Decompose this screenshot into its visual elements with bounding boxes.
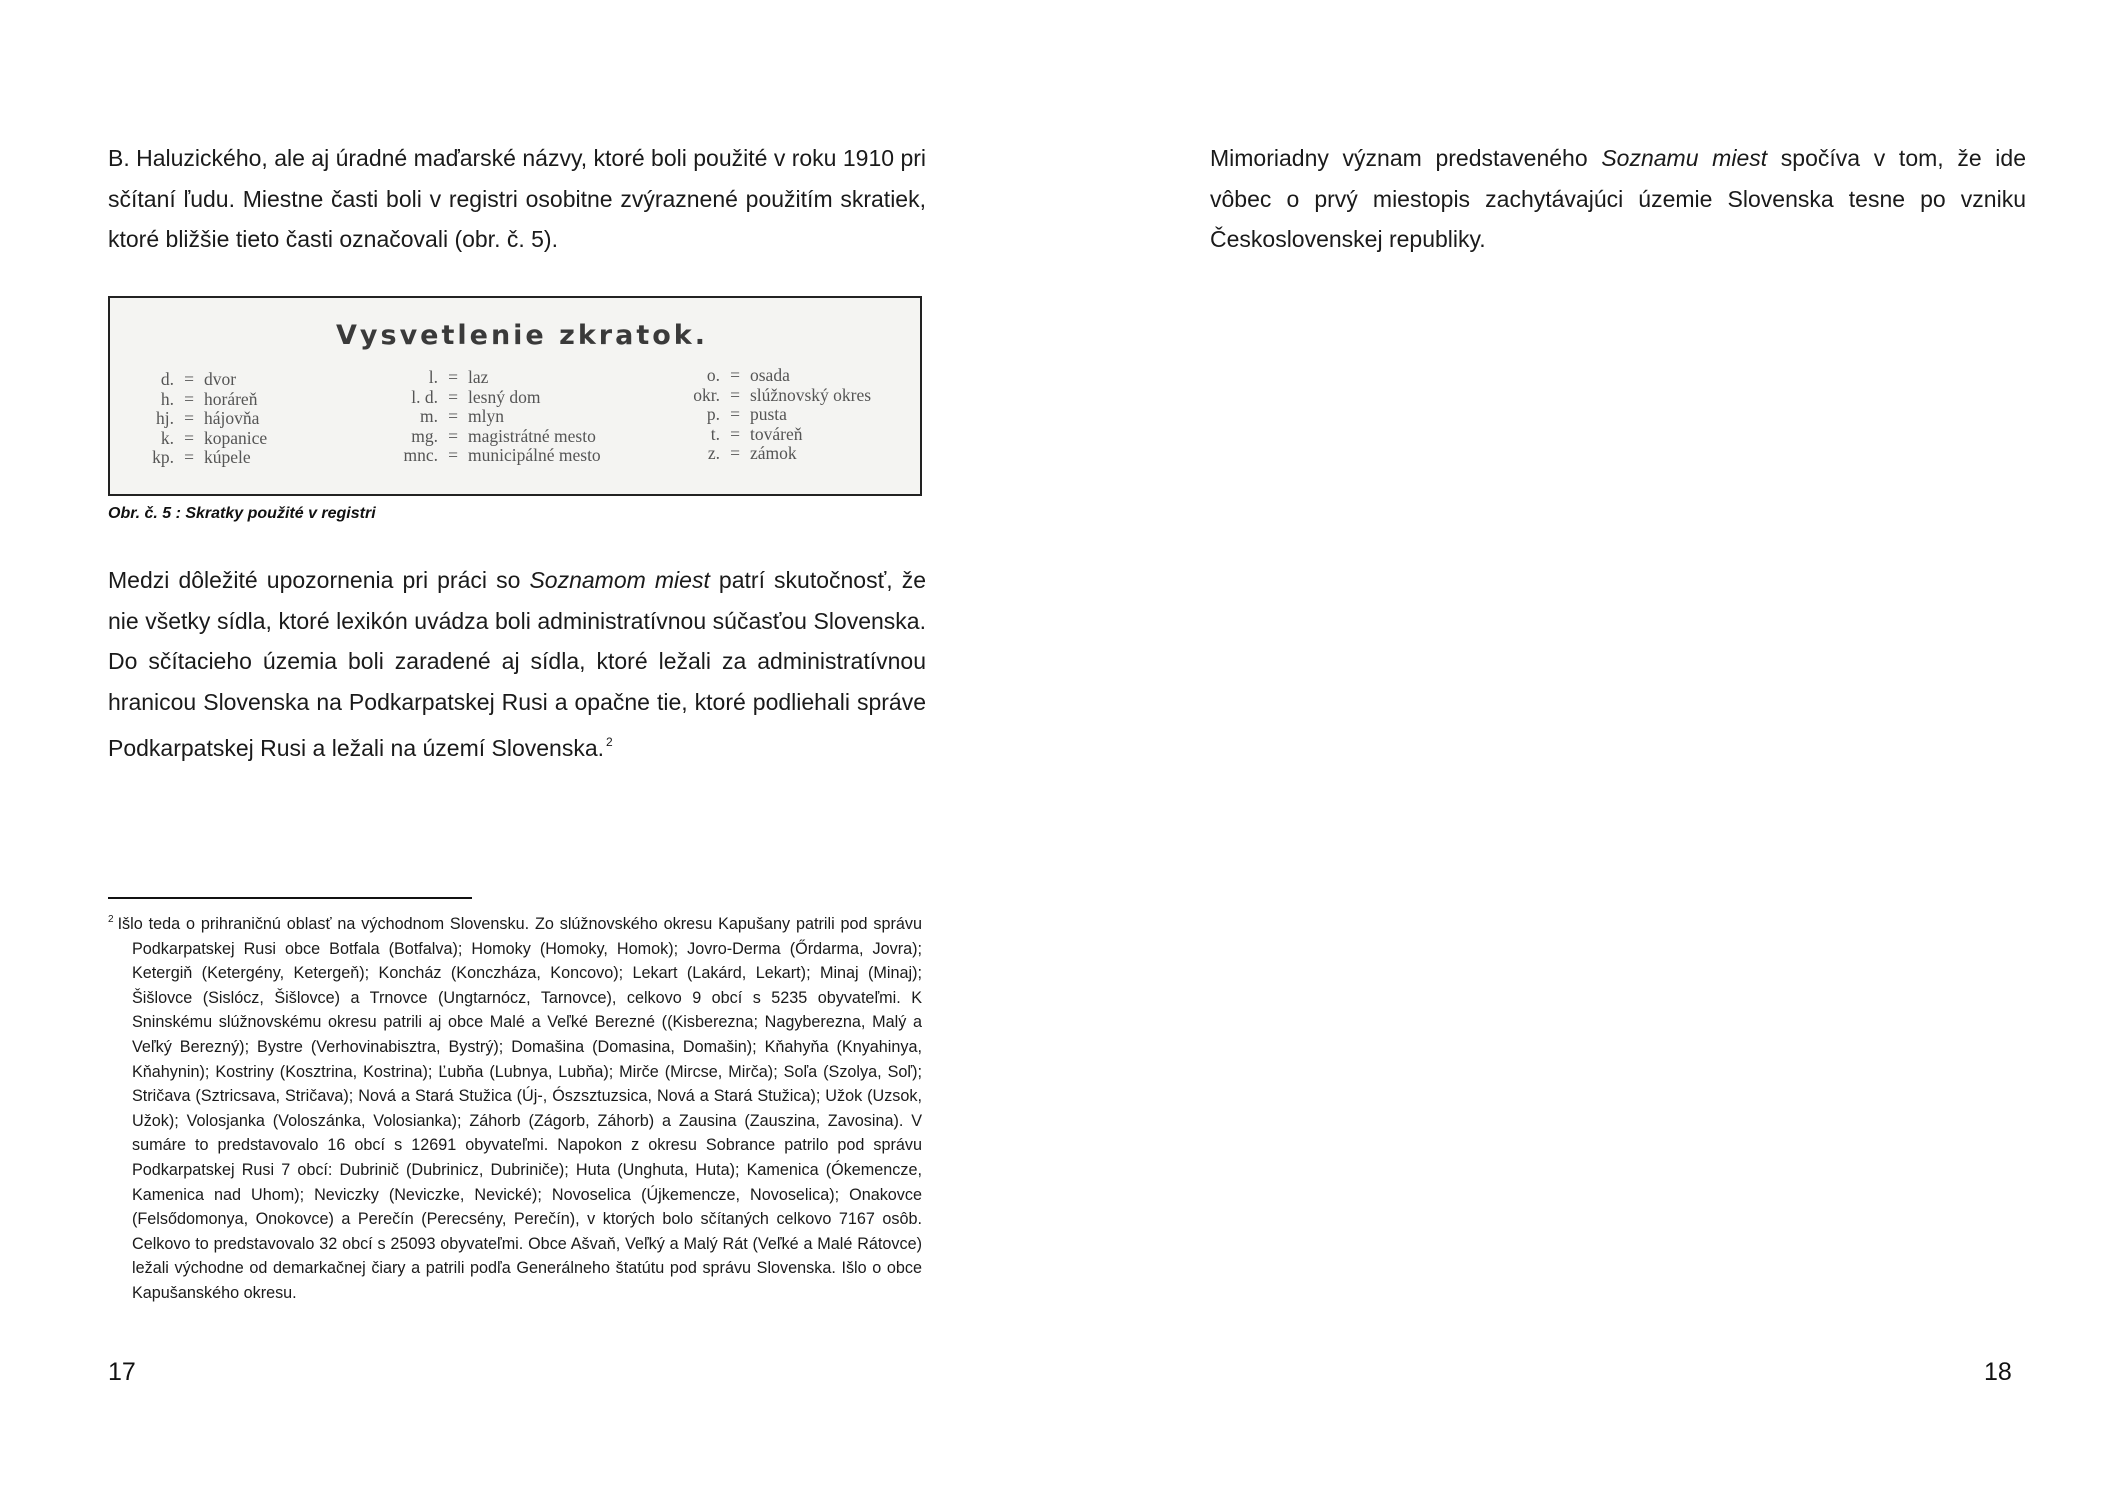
footnote-separator	[108, 897, 472, 899]
abbreviation-row: hj. = hájovňa	[156, 408, 260, 428]
paragraph-significance: Mimoriadny význam predstaveného Soznamu miest spočíva v tom, že ide vôbec o prvý miestopis zachytávajúci územie Slovenska tesne po vzniku Československej republiky.	[1210, 145, 2026, 252]
page-number: 18	[1984, 1358, 2012, 1386]
abbreviation-row: m. = mlyn	[420, 406, 504, 426]
italic-title: Soznamu miest	[1601, 145, 1768, 171]
abbreviation-row: o. = osada	[706, 365, 790, 385]
abbreviation-row: p. = pusta	[706, 404, 787, 424]
paragraph-intro: B. Haluzického, ale aj úradné maďarské názvy, ktoré boli použité v roku 1910 pri sčítaní ľudu. Miestne časti boli v registri osobitne zvýraznené použitím skratiek, ktoré bližšie tieto časti označovali (obr. č. 5).	[108, 145, 926, 252]
italic-title: Soznamom miest	[529, 567, 710, 593]
footnote-reference[interactable]: 2	[606, 735, 613, 749]
abbreviations-figure	[108, 296, 922, 496]
abbreviation-row: l. = laz	[428, 367, 489, 387]
abbreviation-row: l. d. = lesný dom	[411, 386, 541, 407]
abbreviation-row: t. = továreň	[710, 423, 803, 444]
abbreviation-column	[130, 370, 267, 468]
abbreviation-column	[372, 368, 601, 466]
abbreviation-row: mnc. = municipálné mesto	[403, 445, 601, 465]
abbreviation-row: d. = dvor	[160, 369, 237, 389]
abbreviation-column	[670, 366, 871, 464]
footnote	[108, 908, 922, 1306]
page-number: 17	[108, 1358, 136, 1386]
abbreviation-row: k. = kopanice	[160, 427, 268, 448]
footnote-text: Išlo teda o prihraničnú oblasť na východnom Slovensku. Zo slúžnovského okresu Kapušany patrili pod správu Podkarpatskej Rusi obce Botfala (Botfalva); Homoky (Homoky, Homok); Jovro-Derma (Őrdarma, Jovra); Ketergiň (Ketergény, Ketergeň); Koncház (Konczháza, Koncovo); Lekart (Lakárd, Lekart); Minaj (Minaj); Šišlovce (Sislócz, Šišlovce) a Trnovce (Ungtarnócz, Tarnovce), celkovo 9 obcí s 5235 obyvateľmi. K Sninskému slúžnovskému okresu patrili aj obce Malé a Veľké Berezné ((Kisberezna; Nagyberezna, Malý a Veľký Berezný); Bystre (Verhovinabisztra, Bystrý); Domašina (Domasina, Domašin); Kňahyňa (Knyahinya, Kňahynin); Kostriny (Kosztrina, Kostrina); Ľubňa (Lubnya, Lubňa); Mirče (Mircse, Mirča); Soľa (Szolya, Soľ); Stričava (Sztricsava, Stričava); Nová a Stará Stužica (Új-, Ószsztuzsica, Nová a Stará Stužica); Užok (Uzsok, Užok); Volosjanka (Voloszánka, Volosianka); Záhorb (Zágorb, Záhorb) a Zausina (Zauszina, Zavosina). V sumáre to predstavovalo 16 obcí s 12691 obyvateľmi. Napokon z okresu Sobrance patrilo pod správu Podkarpatskej Rusi 7 obcí: Dubrinič (Dubrinicz, Dubriniče); Huta (Unghuta, Huta); Kamenica (Ókemencze, Kamenica nad Uhom); Neviczky (Neviczke, Nevické); Novoselica (Újkemencze, Novoselica); Onakovce (Felsődomonya, Onokovce) a Perečín (Perecsény, Perečín), v ktorých bolo sčítaných celkovo 7167 osôb. Celkovo to predstavovalo 32 obcí s 25093 obyvateľmi. Obce Ašvaň, Veľký a Malý Rát (Veľké a Malé Rátovce) ležali východne od demarkačnej čiary a patrili podľa Generálneho štatútu pod správu Slovenska. Išlo o obce Kapušanského okresu.	[117, 915, 922, 1302]
abbreviation-row: kp. = kúpele	[152, 447, 251, 467]
footnote-number: 2	[108, 914, 114, 925]
paragraph-warning: Medzi dôležité upozornenia pri práci so Soznamom miest patrí skutočnosť, že nie všetky sídla, ktoré lexikón uvádza boli administratívnou súčasťou Slovenska. Do sčítacieho územia boli zaradené aj sídla, ktoré ležali za administratívnou hranicou Slovenska na Podkarpatskej Rusi a opačne tie, ktoré podliehali správe Podkarpatskej Rusi a ležali na území Slovenska. $^2$	[108, 567, 926, 761]
abbreviation-row: z. = zámok	[707, 443, 797, 463]
figure-title: Vysvetlenie zkratok.	[336, 320, 709, 351]
abbreviation-row: h. = horáreň	[160, 388, 258, 409]
abbreviation-row: mg. = magistrátné mesto	[411, 425, 596, 446]
figure-caption: Obr. č. 5 : Skratky použité v registri	[108, 505, 376, 522]
abbreviation-row: okr. = slúžnovský okres	[693, 384, 872, 405]
